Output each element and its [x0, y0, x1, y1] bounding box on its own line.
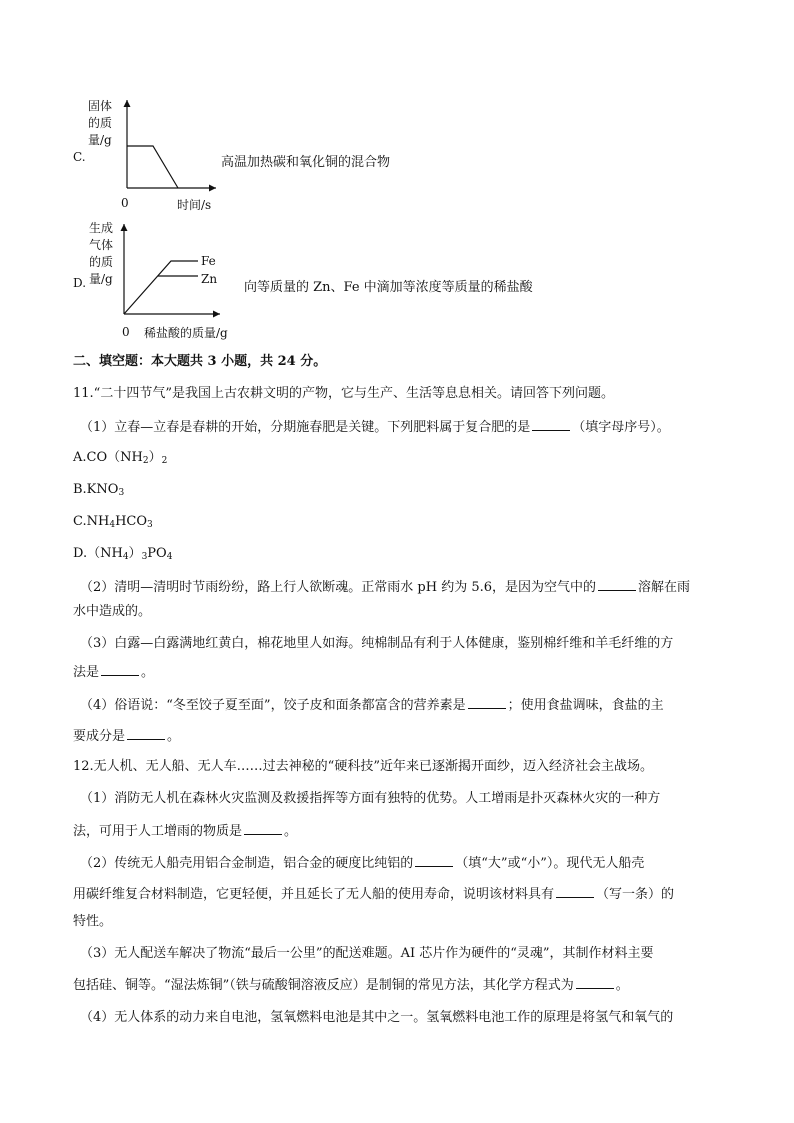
graph-d-origin: 0 — [122, 325, 130, 339]
q11-part-3-line-1: （3）白露—白露满地红黄白，棉花地里人如海。纯棉制品有利于人体健康，鉴别棉纤维和羊毛纤维的方 — [80, 636, 674, 651]
q12-part-1-line-2 — [73, 822, 297, 840]
q12-part-1-line-1: （1）消防无人机在森林火灾监测及救援指挥等方面有独特的优势。人工增雨是扑灭森林火灾的一种方 — [80, 791, 661, 806]
q11-option-d-sub3: 4 — [166, 552, 173, 562]
section-2-title: 二、填空题：本大题共 3 小题，共 24 分。 — [73, 354, 327, 369]
q11-option-c — [73, 514, 153, 530]
graph-d-ylabel-4: 量/g — [89, 272, 113, 286]
graph-c-svg — [80, 96, 230, 216]
q12-part-3-text: 包括硅、铜等。“湿法炼铜”（铁与硫酸铜溶液反应）是制铜的常见方法，其化学方程式为 — [73, 978, 574, 993]
q11-part-1-text: （1）立春—立春是春耕的开始，分期施春肥是关键。下列肥料属于复合肥的是 — [80, 420, 531, 435]
q11-part-3-text: 法是 — [73, 665, 100, 680]
graph-d-xlabel: 稀盐酸的质量/g — [144, 326, 228, 340]
q11-part-3-end: 。 — [141, 665, 155, 680]
q11-option-d-sub2: 3 — [141, 552, 148, 562]
graph-d-zn-label: Zn — [201, 272, 218, 286]
q12-blank-3[interactable] — [556, 885, 594, 898]
q11-blank-1[interactable] — [532, 418, 570, 431]
q11-option-b — [73, 482, 124, 498]
q11-part-3-line-2 — [73, 663, 154, 681]
q11-option-b-text: B.KNO — [73, 482, 119, 497]
q11-part-4-mid: ；使用食盐调味，食盐的主 — [507, 698, 664, 713]
q11-part-4-line-2 — [73, 727, 180, 745]
graph-d-fe-line — [124, 261, 198, 314]
graph-d — [80, 218, 260, 344]
q12-part-2-end: （填“大”或“小”）。现代无人船壳 — [455, 856, 645, 871]
graph-c-xlabel: 时间/s — [177, 198, 212, 212]
q11-part-2-text: （2）清明—清明时节雨纷纷，路上行人欲断魂。正常雨水 pH 约为 5.6，是因为空气中的 — [80, 580, 597, 595]
graph-c-line — [127, 146, 178, 188]
q11-option-a-sub: 2 — [142, 456, 149, 466]
q12-blank-1[interactable] — [244, 822, 282, 835]
q12-part-3-end: 。 — [615, 978, 629, 993]
q11-part-4-text-b: 要成分是 — [73, 729, 126, 744]
q12-part-1-text: 法，可用于人工增雨的物质是 — [73, 824, 243, 839]
q11-option-d-text-a: D.（NH — [73, 546, 123, 561]
graph-d-ylabel-2: 气体 — [89, 238, 114, 252]
q12-stem: 12.无人机、无人船、无人车……过去神秘的“硬科技”近年来已逐渐揭开面纱，迈入经济社会主战场。 — [73, 759, 653, 774]
q11-option-a-text: A.CO（NH — [73, 450, 143, 465]
graph-c-ylabel-3: 量/g — [88, 133, 112, 147]
q11-blank-2[interactable] — [598, 578, 636, 591]
graph-c-ylabel-2: 的质 — [88, 116, 113, 130]
q12-part-2-text-b: 用碳纤维复合材料制造，它更轻便，并且延长了无人船的使用寿命，说明该材料具有 — [73, 887, 555, 902]
q11-option-c-sub2: 3 — [147, 520, 153, 530]
q12-part-4-line-1: （4）无人体系的动力来自电池，氢氧燃料电池是其中之一。氢氧燃料电池工作的原理是将氢气和氧气的 — [80, 1010, 674, 1025]
q12-part-3-line-1: （3）无人配送车解决了物流“最后一公里”的配送难题。AI 芯片作为硬件的“灵魂”，其制作材料主要 — [80, 946, 654, 961]
graph-c-ylabel-1: 固体 — [88, 99, 113, 113]
q11-option-c-sub1: 4 — [109, 520, 116, 530]
q12-part-2-end-b: （写一条）的 — [596, 887, 675, 902]
q11-blank-3[interactable] — [101, 663, 139, 676]
q11-option-d-text-b: ） — [128, 546, 142, 561]
q11-option-d — [73, 546, 172, 562]
q11-part-2-line-2: 水中造成的。 — [73, 604, 152, 619]
graph-c-origin: 0 — [121, 196, 129, 210]
q11-option-c-text-a: C.NH — [73, 514, 110, 529]
q12-part-2-line-1 — [80, 854, 644, 872]
q11-option-a-end: ） — [148, 450, 162, 465]
q11-stem: 11.“二十四节气”是我国上古农耕文明的产物，它与生产、生活等息息相关。请回答下列问题。 — [73, 386, 614, 401]
q11-blank-5[interactable] — [127, 727, 165, 740]
graph-c — [80, 96, 230, 216]
q12-blank-2[interactable] — [415, 854, 453, 867]
graph-d-ylabel-1: 生成 — [89, 221, 114, 235]
q11-option-d-sub1: 4 — [122, 552, 129, 562]
q11-option-b-sub: 3 — [118, 488, 125, 498]
graph-d-letter: D. — [73, 276, 87, 290]
q11-blank-4[interactable] — [468, 696, 506, 709]
q12-part-2-text: （2）传统无人船壳用铝合金制造，铝合金的硬度比纯铝的 — [80, 856, 414, 871]
graph-c-description: 高温加热碳和氧化铜的混合物 — [221, 155, 391, 170]
q11-option-d-text-c: PO — [147, 546, 167, 561]
q11-part-4-line-1 — [80, 696, 664, 714]
q11-part-4-text: （4）俗语说：“冬至饺子夏至面”，饺子皮和面条都富含的营养素是 — [80, 698, 466, 713]
q11-part-4-end: 。 — [167, 729, 181, 744]
graph-d-ylabel-3: 的质 — [89, 255, 114, 269]
graph-d-svg — [80, 218, 260, 344]
q11-part-2-end: 溶解在雨 — [638, 580, 691, 595]
graph-d-description: 向等质量的 Zn、Fe 中滴加等浓度等质量的稀盐酸 — [244, 280, 533, 295]
q11-part-1 — [80, 418, 670, 436]
q12-blank-4[interactable] — [576, 976, 614, 989]
q11-option-a — [73, 450, 167, 466]
graph-c-letter: C. — [73, 150, 86, 164]
q11-option-c-text-b: HCO — [115, 514, 148, 529]
q12-part-3-line-2 — [73, 976, 629, 994]
q11-part-2-line-1 — [80, 578, 690, 596]
q12-part-1-end: 。 — [284, 824, 298, 839]
q11-part-1-end: （填字母序号）。 — [572, 420, 670, 435]
q11-option-a-sub2: 2 — [161, 456, 168, 466]
graph-d-fe-label: Fe — [201, 254, 216, 268]
q12-part-2-line-3: 特性。 — [73, 914, 113, 929]
q12-part-2-line-2 — [73, 885, 674, 903]
